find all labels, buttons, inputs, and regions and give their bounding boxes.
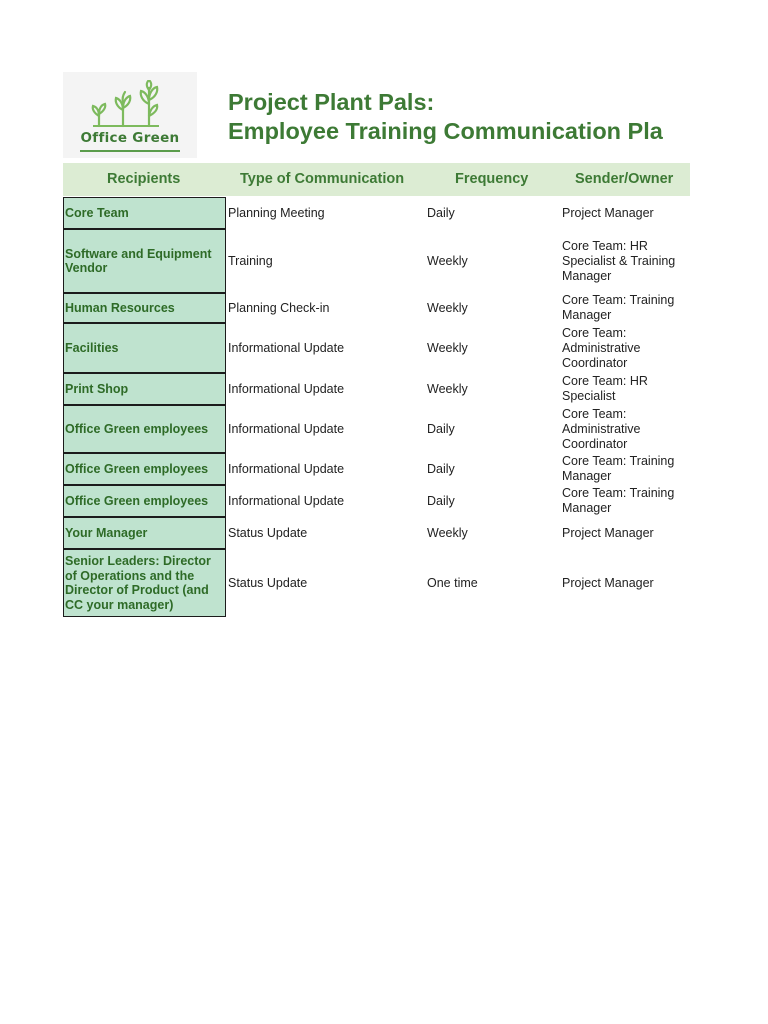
- table-row: [63, 293, 690, 323]
- logo-text: Office Green: [80, 130, 180, 146]
- owner-cell-text: Core Team: Training Manager: [562, 293, 675, 322]
- table-row: [63, 485, 690, 517]
- header-sender-owner: Sender/Owner: [575, 171, 674, 187]
- frequency-cell-text: Weekly: [427, 253, 468, 268]
- table-row: [63, 405, 690, 453]
- recipient-cell-text: Core Team: [65, 205, 129, 220]
- logo: [63, 72, 197, 158]
- table-row: [63, 453, 690, 485]
- recipient-cell: [63, 405, 226, 453]
- frequency-cell: [427, 517, 547, 549]
- recipient-cell-text: Your Manager: [65, 525, 148, 540]
- frequency-cell: [427, 229, 547, 293]
- recipient-cell-text: Print Shop: [65, 381, 129, 396]
- type-cell: [228, 229, 418, 293]
- header-type: Type of Communication: [240, 171, 405, 187]
- type-cell: [228, 373, 418, 405]
- owner-cell: [562, 405, 690, 453]
- recipient-cell: [63, 453, 226, 485]
- recipient-cell-text: Software and Equipment Vendor: [65, 246, 212, 275]
- frequency-cell-text: Weekly: [427, 300, 468, 315]
- recipient-cell: [63, 229, 226, 293]
- owner-cell-text: Project Manager: [562, 525, 654, 540]
- recipient-cell-text: Senior Leaders: Director of Operations and the Director of Product (and CC your manager): [65, 554, 211, 612]
- type-cell-text: Informational Update: [228, 381, 345, 396]
- type-cell-text: Planning Meeting: [228, 205, 325, 220]
- recipient-cell: [63, 373, 226, 405]
- owner-cell-text: Core Team: HR Specialist & Training Manager: [562, 238, 676, 283]
- frequency-cell: [427, 485, 547, 517]
- recipient-cell-text: Office Green employees: [65, 421, 209, 436]
- owner-cell-text: Core Team: Administrative Coordinator: [562, 325, 641, 370]
- type-cell: [228, 405, 418, 453]
- owner-cell: [562, 323, 690, 373]
- frequency-cell-text: Daily: [427, 421, 455, 436]
- title-line-2: Employee Training Communication Pla: [228, 118, 663, 144]
- type-cell: [228, 323, 418, 373]
- header-frequency: Frequency: [455, 171, 529, 187]
- owner-cell: [562, 373, 690, 405]
- frequency-cell-text: Weekly: [427, 340, 468, 355]
- frequency-cell-text: One time: [427, 575, 478, 590]
- type-cell-text: Planning Check-in: [228, 300, 330, 315]
- owner-cell: [562, 517, 690, 549]
- recipient-cell-text: Human Resources: [65, 300, 175, 315]
- table-header: [63, 163, 690, 196]
- owner-cell: [562, 485, 690, 517]
- table-row: [63, 549, 690, 617]
- owner-cell-text: Core Team: HR Specialist: [562, 374, 648, 403]
- type-cell-text: Informational Update: [228, 461, 345, 476]
- frequency-cell: [427, 453, 547, 485]
- type-cell: [228, 197, 418, 229]
- frequency-cell: [427, 405, 547, 453]
- frequency-cell: [427, 293, 547, 323]
- plant-sprouts-icon: [89, 80, 171, 130]
- logo-underline: [80, 150, 180, 152]
- frequency-cell: [427, 197, 547, 229]
- type-cell-text: Informational Update: [228, 340, 345, 355]
- owner-cell: [562, 453, 690, 485]
- recipient-cell: [63, 549, 226, 617]
- frequency-cell: [427, 549, 547, 617]
- type-cell: [228, 517, 418, 549]
- type-cell-text: Status Update: [228, 575, 308, 590]
- recipient-cell-text: Facilities: [65, 340, 119, 355]
- frequency-cell-text: Daily: [427, 205, 455, 220]
- recipient-cell: [63, 485, 226, 517]
- type-cell-text: Informational Update: [228, 421, 345, 436]
- type-cell-text: Status Update: [228, 525, 308, 540]
- frequency-cell: [427, 323, 547, 373]
- type-cell-text: Training: [228, 253, 273, 268]
- frequency-cell-text: Weekly: [427, 381, 468, 396]
- frequency-cell-text: Weekly: [427, 525, 468, 540]
- owner-cell-text: Project Manager: [562, 575, 654, 590]
- owner-cell: [562, 293, 690, 323]
- frequency-cell: [427, 373, 547, 405]
- table-row: [63, 197, 690, 229]
- owner-cell: [562, 229, 690, 293]
- recipient-cell: [63, 293, 226, 323]
- owner-cell: [562, 197, 690, 229]
- owner-cell-text: Core Team: Training Manager: [562, 454, 675, 483]
- table-row: [63, 517, 690, 549]
- recipient-cell-text: Office Green employees: [65, 461, 209, 476]
- type-cell: [228, 485, 418, 517]
- owner-cell-text: Core Team: Training Manager: [562, 486, 675, 515]
- owner-cell-text: Project Manager: [562, 205, 654, 220]
- owner-cell-text: Core Team: Administrative Coordinator: [562, 406, 641, 451]
- table-row: [63, 373, 690, 405]
- recipient-cell: [63, 197, 226, 229]
- table-row: [63, 323, 690, 373]
- table-row: [63, 229, 690, 293]
- type-cell: [228, 453, 418, 485]
- frequency-cell-text: Daily: [427, 461, 455, 476]
- recipient-cell: [63, 517, 226, 549]
- type-cell-text: Informational Update: [228, 493, 345, 508]
- type-cell: [228, 293, 418, 323]
- type-cell: [228, 549, 418, 617]
- owner-cell: [562, 549, 690, 617]
- recipient-cell: [63, 323, 226, 373]
- frequency-cell-text: Daily: [427, 493, 455, 508]
- title-line-1: Project Plant Pals:: [228, 89, 435, 115]
- header-recipients: Recipients: [107, 171, 181, 187]
- recipient-cell-text: Office Green employees: [65, 493, 209, 508]
- page-title: [228, 88, 768, 146]
